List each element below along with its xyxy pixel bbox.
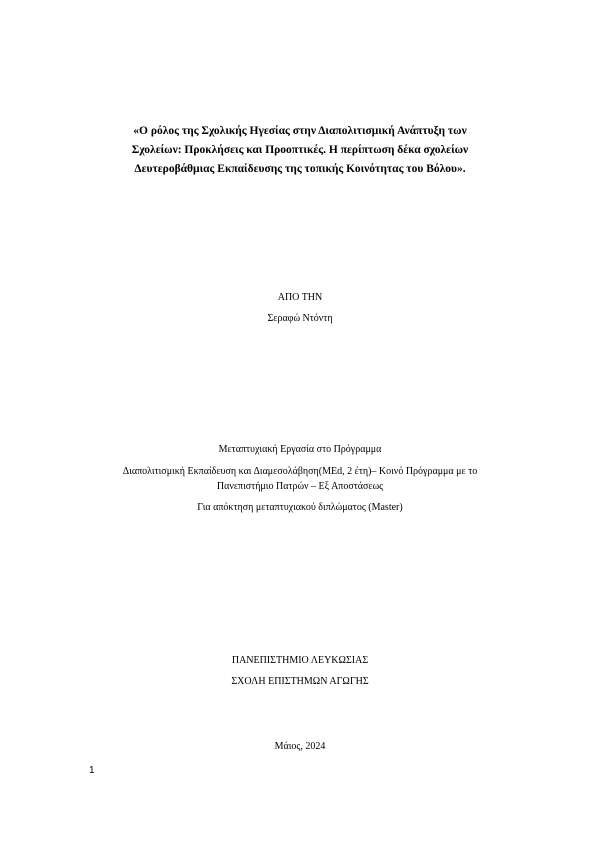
degree-line: Για απόκτηση μεταπτυχιακού διπλώματος (Master) [197, 502, 403, 513]
title-line-2: Σχολείων: Προκλήσεις και Προοπτικές. Η περίπτωση δέκα σχολείων [131, 144, 469, 156]
author-name: Σεραφώ Ντόντη [267, 313, 333, 324]
thesis-type: Μεταπτυχιακή Εργασία στο Πρόγραμμα [218, 444, 382, 455]
submission-date: Μάιος, 2024 [274, 741, 326, 752]
thesis-title [80, 122, 520, 179]
title-line-3: Δευτεροβάθμιας Εκπαίδευσης της τοπικής Κοινότητας του Βόλου». [134, 163, 466, 175]
university-name: ΠΑΝΕΠΙΣΤΗΜΙΟ ΛΕΥΚΩΣΙΑΣ [231, 655, 369, 666]
title-line-1: «Ο ρόλος της Σχολικής Ηγεσίας στην Διαπολιτισμική Ανάπτυξη των [133, 125, 467, 137]
author-by-label: ΑΠΟ ΤΗΝ [277, 292, 323, 303]
page-number: 1 [89, 765, 95, 776]
program-line-1: Διαπολιτισμική Εκπαίδευση και Διαμεσολάβηση(MEd, 2 έτη)– Κοινό Πρόγραμμα με το [122, 466, 478, 477]
program-line-2: Πανεπιστήμιο Πατρών – Εξ Αποστάσεως [216, 481, 384, 492]
school-name: ΣΧΟΛΗ ΕΠΙΣΤΗΜΩΝ ΑΓΩΓΗΣ [231, 676, 369, 687]
